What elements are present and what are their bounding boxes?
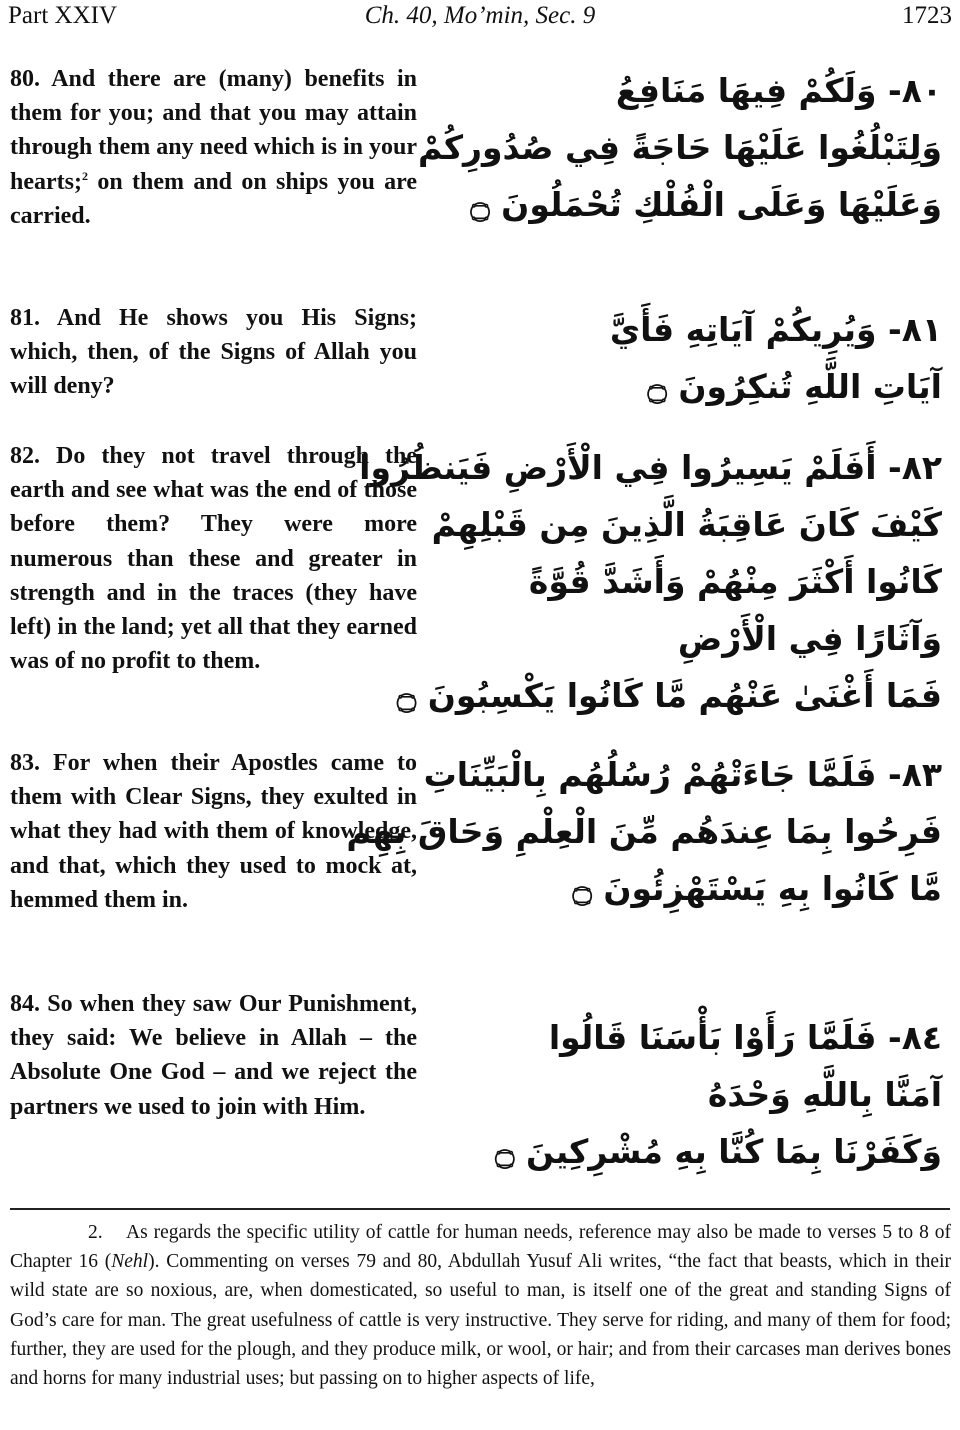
arabic-line: كَيْفَ كَانَ عَاقِبَةُ الَّذِينَ مِن قَبْلِهِمْ	[431, 505, 942, 544]
arabic-line: كَانُوا أَكْثَرَ مِنْهُمْ وَأَشَدَّ قُوَّةً	[528, 562, 942, 601]
footnote-ref[interactable]: 2	[81, 168, 88, 183]
arabic-line: آيَاتِ اللَّهِ تُنكِرُونَ ۝	[647, 367, 942, 406]
verse-81-translation: 81. And He shows you His Signs; which, then, of the Signs of Allah you will deny?	[10, 305, 417, 400]
arabic-line: وَعَلَيْهَا وَعَلَى الْفُلْكِ تُحْمَلُونَ ۝	[470, 185, 942, 224]
arabic-line: ٨١- وَيُرِيكُمْ آيَاتِهِ فَأَيَّ	[609, 310, 942, 349]
arabic-line: ٨٣- فَلَمَّا جَاءَتْهُمْ رُسُلُهُم بِالْبَيِّنَاتِ	[423, 755, 942, 794]
verse-84-translation: 84. So when they saw Our Punishment, they said: We believe in Allah – the Absolute One God – and we reject the partners we used to join with Him.	[10, 991, 417, 1120]
arabic-line: مَّا كَانُوا بِهِ يَسْتَهْزِئُونَ ۝	[572, 869, 942, 908]
footnote-text: As regards the specific utility of cattle for human needs, reference may also be made to verses 5 to 8 of Chapter 16 (	[10, 1222, 951, 1273]
arabic-line: ٨٠- وَلَكُمْ فِيهَا مَنَافِعُ	[615, 71, 942, 110]
verse-83-translation: 83. For when their Apostles came to them with Clear Signs, they exulted in what they had with them of knowledge, and that, which they used to mock at, hemmed them in.	[10, 750, 417, 913]
footnote-number: 2.	[88, 1222, 103, 1243]
arabic-line: وَلِتَبْلُغُوا عَلَيْهَا حَاجَةً فِي صُدُورِكُمْ	[417, 128, 942, 167]
arabic-line: وَآثَارًا فِي الْأَرْضِ	[677, 619, 942, 658]
arabic-line: ٨٢- أَفَلَمْ يَسِيرُوا فِي الْأَرْضِ فَيَنظُرُوا	[359, 448, 942, 487]
page-header	[8, 2, 952, 36]
verse-80-translation: 80. And there are (many) benefits in them for you; and that you may attain through them any need which is in your hearts;$^2$ on them and on ships you are carried.	[10, 66, 417, 229]
footnote-divider	[10, 1208, 950, 1210]
footnote	[10, 1218, 951, 1393]
footnote-italic: Nehl	[111, 1251, 149, 1273]
part-label: Part XXIV	[8, 2, 118, 29]
verse-80-arabic	[417, 62, 942, 233]
verse-82-arabic	[359, 439, 942, 724]
chapter-title: Ch. 40, Mo’min, Sec. 9	[364, 2, 596, 29]
verse-83-arabic	[346, 746, 942, 917]
arabic-line: ٨٤- فَلَمَّا رَأَوْا بَأْسَنَا قَالُوا	[548, 1018, 942, 1057]
arabic-line: آمَنَّا بِاللَّهِ وَحْدَهُ	[707, 1075, 942, 1114]
footnote-text-continued: ). Commenting on verses 79 and 80, Abdullah Yusuf Ali writes, “the fact that beasts, which in their wild state are so noxious, are, when domesticated, so useful to man, is itself one of the great and standing Signs of God’s care for man. The great usefulness of cattle is very instructive. They serve for riding, and many of them for food; further, they are used for the plough, and they produce milk, or wool, or hair; and from their carcases man derives bones and horns for many industrial uses; but passing on to higher aspects of life,	[10, 1251, 951, 1390]
verse-84-arabic	[442, 1009, 942, 1180]
page-number: 1723	[902, 2, 952, 29]
arabic-line: فَرِحُوا بِمَا عِندَهُم مِّنَ الْعِلْمِ وَحَاقَ بِهِم	[346, 812, 942, 851]
verse-81-arabic	[442, 301, 942, 415]
arabic-line: فَمَا أَغْنَىٰ عَنْهُم مَّا كَانُوا يَكْسِبُونَ ۝	[396, 676, 942, 715]
arabic-line: وَكَفَرْنَا بِمَا كُنَّا بِهِ مُشْرِكِينَ ۝	[495, 1132, 942, 1171]
verse-82-translation: 82. Do they not travel through the earth and see what was the end of those before them? They were more numerous than these and greater in strength and in the traces (they have left) in the land; yet all that they earned was of no profit to them.	[10, 443, 417, 675]
